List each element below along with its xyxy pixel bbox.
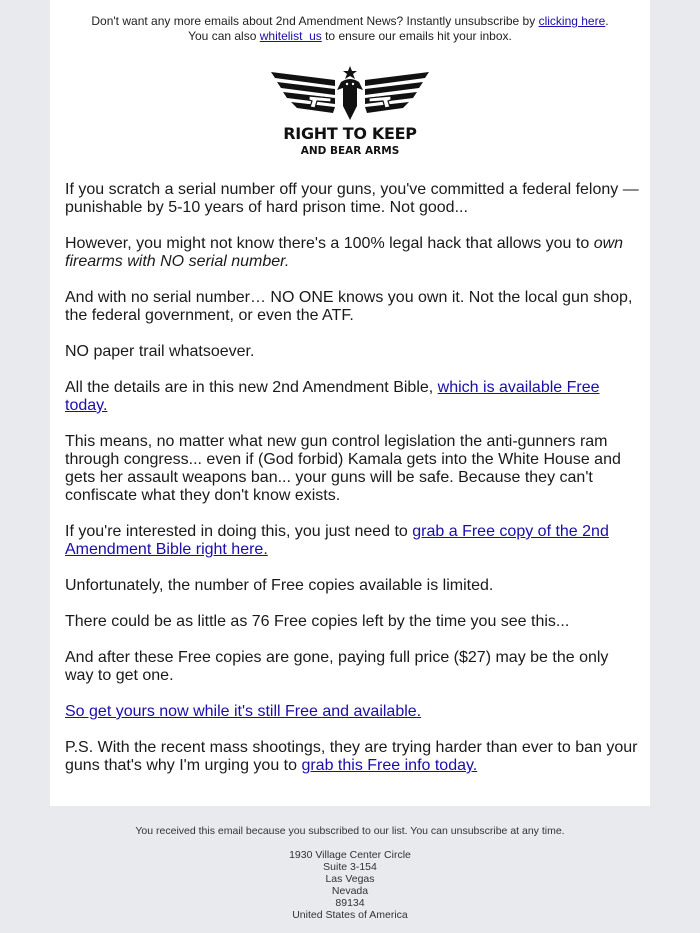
grab-free-info-link[interactable]: grab this Free info today.: [301, 757, 478, 774]
paragraph-text: However, you might not know there's a 100% legal hack that allows you to: [65, 235, 594, 252]
email-footer: [0, 825, 700, 921]
eagle-wings-icon: [269, 66, 431, 124]
paragraph-10: And after these Free copies are gone, paying full price ($27) may be the only way to get one.: [65, 649, 609, 684]
paragraph-3: And with no serial number… NO ONE knows you own it. Not the local gun shop, the federal government, or even the ATF.: [65, 289, 633, 324]
address-line: Las Vegas: [325, 873, 375, 885]
paragraph-4: NO paper trail whatsoever.: [65, 343, 255, 360]
logo-title: RIGHT TO KEEP: [283, 124, 417, 143]
paragraph-2: [65, 235, 639, 271]
paragraph-12: [65, 739, 639, 775]
paragraph-9: There could be as little as 76 Free copies left by the time you see this...: [65, 613, 570, 630]
paragraph-8: Unfortunately, the number of Free copies available is limited.: [65, 577, 494, 594]
paragraph-5: [65, 379, 639, 415]
brand-logo: [269, 66, 431, 162]
get-yours-now-link[interactable]: So get yours now while it's still Free and available.: [65, 703, 422, 720]
emphasis-text: own firearms with NO serial number.: [65, 235, 624, 270]
paragraph-7: [65, 523, 639, 559]
paragraph-11: [65, 703, 639, 721]
address-line: 1930 Village Center Circle: [289, 849, 411, 861]
paragraph-text: All the details are in this new 2nd Amendment Bible,: [65, 379, 438, 396]
preheader-text: to ensure our emails hit your inbox.: [321, 29, 512, 43]
address-line: Nevada: [331, 885, 369, 897]
paragraph-text: P.S. With the recent mass shootings, they are trying harder than ever to ban your guns that's why I'm urging you to: [65, 739, 638, 774]
email-body: [65, 181, 639, 793]
subscription-note: You received this email because you subscribed to our list. You can unsubscribe at any time.: [135, 825, 565, 837]
grab-free-copy-link[interactable]: grab a Free copy of the 2nd Amendment Bible right here.: [65, 523, 609, 558]
preheader-line-2: [50, 29, 650, 44]
address-line: United States of America: [292, 909, 408, 921]
paragraph-text: If you're interested in doing this, you just need to: [65, 523, 413, 540]
paragraph-1: If you scratch a serial number off your guns, you've committed a federal felony — punishable by 5-10 years of hard prison time. Not good...: [65, 181, 639, 216]
postal-address: [0, 849, 700, 921]
free-today-link[interactable]: which is available Free today.: [65, 379, 600, 414]
paragraph-6: This means, no matter what new gun control legislation the anti-gunners ram through congress... even if (God forbid) Kamala gets into the White House and gets her assault weapons ban... your guns will be safe. Because they can't confiscate what they don't know exists.: [65, 433, 621, 504]
whitelist-link[interactable]: whitelist us: [259, 29, 322, 43]
address-line: Suite 3-154: [323, 861, 377, 873]
email-card: [50, 0, 650, 806]
preheader-text: You can also: [188, 29, 260, 43]
preheader-text: .: [605, 14, 609, 28]
preheader-line-1: [50, 14, 650, 29]
address-line: 89134: [335, 897, 365, 909]
preheader-text: Don't want any more emails about 2nd Amendment News? Instantly unsubscribe by: [91, 14, 539, 28]
unsubscribe-link[interactable]: clicking here: [538, 14, 606, 28]
logo-subtitle: AND BEAR ARMS: [300, 145, 400, 157]
preheader: [50, 14, 650, 44]
